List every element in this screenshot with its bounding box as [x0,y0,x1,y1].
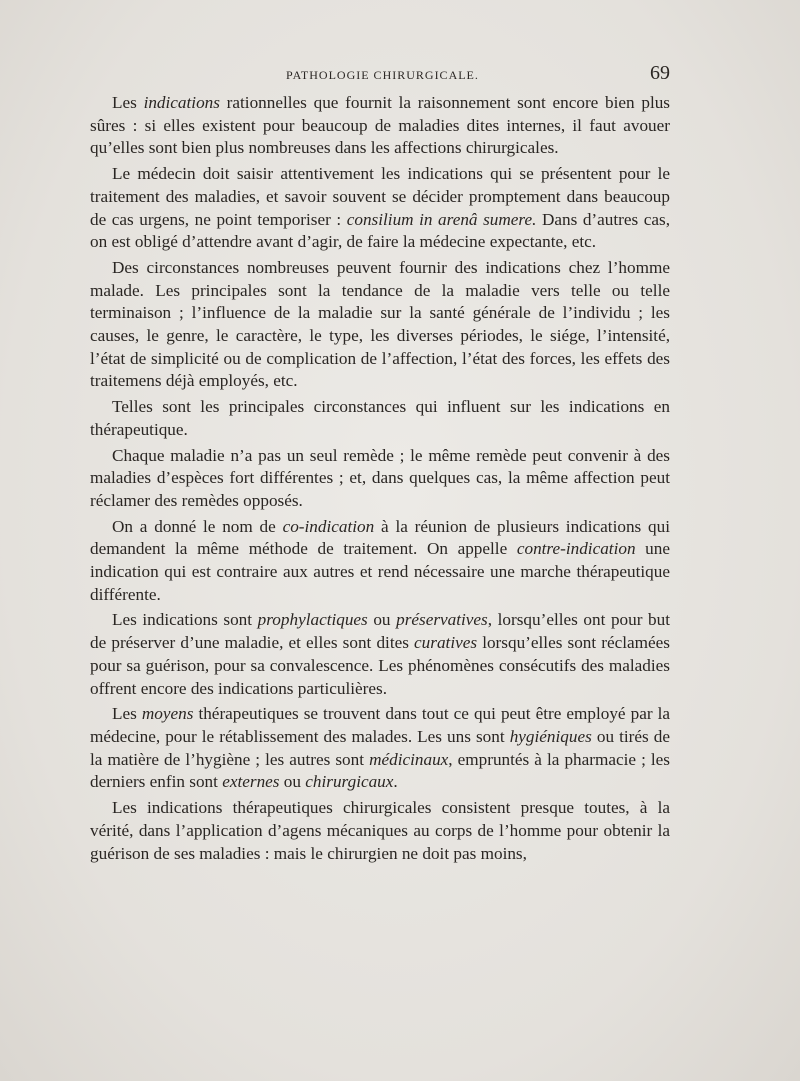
text-run: Les indications thérapeutiques chirurgicales consistent presque toutes, à la vérité, dans l’application d’agens mécaniques au corps de l’homme pour obtenir la guérison de ses maladies : mais le chirurgien ne doit pas moins, [90,798,670,863]
text-run: ou tirés de la matière de l’hygiène ; les autres sont [90,726,670,769]
italic-term: préservatives [396,610,488,630]
italic-term: co-indication [282,516,375,536]
text-run: Le médecin doit saisir attentivement les indications qui se présentent pour le traitement des maladies, et savoir souvent se décider promptement dans beaucoup de cas urgens, ne point temporiser : [90,164,670,229]
italic-term: curatives [414,633,478,653]
paragraph [90,257,670,393]
text-run: . [393,772,398,792]
text-run: On a donné le nom de [112,516,283,536]
paragraph [90,396,670,441]
text-run: Les indications sont [112,610,258,630]
paragraph [90,703,670,794]
italic-term: chirurgicaux [305,772,394,792]
text-run: ou [279,772,306,792]
paragraph [90,609,670,700]
page-number: 69 [650,62,670,84]
text-run: Les [112,704,142,724]
text-run: à la réunion de plusieurs indications qui demandent la même méthode de traitement. On appelle [90,516,670,559]
italic-term: consilium in arenâ sumere. [346,209,537,229]
italic-term: prophylactiques [257,610,368,630]
text-run: Dans d’autres cas, on est obligé d’attendre avant d’agir, de faire la médecine expectante, etc. [90,209,670,252]
italic-term: hygiéniques [509,726,592,746]
body-text [90,92,670,868]
text-run: Les [112,93,144,112]
text-run: , empruntés à la pharmacie ; les derniers enfin sont [90,749,670,792]
text-run: Chaque maladie n’a pas un seul remède ; le même remède peut convenir à des maladies d’espèces fort différentes ; et, dans quelques cas, la même affection peut réclamer des remèdes opposés. [90,445,670,510]
running-head [90,62,670,88]
text-run: rationnelles que fournit la raisonnement sont encore bien plus sûres : si elles existent pour beaucoup de maladies dites internes, il faut avouer qu’elles sont bien plus nombreuses dans les affections chirurgicales. [90,93,670,158]
italic-term: indications [143,93,220,112]
text-run: , lorsqu’elles ont pour but de préserver d’une maladie, et elles sont dites [90,610,670,653]
italic-term: médicinaux [369,749,449,769]
paragraph [90,516,670,607]
italic-term: contre-indication [516,539,636,559]
italic-term: moyens [141,704,194,724]
italic-term: externes [222,772,280,792]
paragraph [90,445,670,513]
paragraph [90,163,670,254]
paragraph [90,797,670,865]
text-run: lorsqu’elles sont réclamées pour sa guérison, pour sa convalescence. Les phénomènes consécutifs des maladies offrent encore des indications particulières. [90,633,670,698]
paragraph [90,92,670,160]
text-run: thérapeutiques se trouvent dans tout ce qui peut être employé par la médecine, pour le rétablissement des malades. Les uns sont [90,704,670,746]
text-run: Des circonstances nombreuses peuvent fournir des indications chez l’homme malade. Les principales sont la tendance de la maladie vers telle ou telle terminaison ; l’influence de la maladie sur la santé générale de l’individu ; les causes, le genre, le caractère, le type, les diverses périodes, le siége, l’intensité, l’état de simplicité ou de complication de l’affection, l’état des forces, les effets des traitemens déjà employés, etc. [90,257,670,391]
text-run: une indication qui est contraire aux autres et rend nécessaire une marche thérapeutique différente. [90,539,670,604]
text-run: Telles sont les principales circonstances qui influent sur les indications en thérapeutique. [90,397,670,439]
running-title: PATHOLOGIE CHIRURGICALE. [286,68,479,82]
text-run: ou [367,610,397,630]
